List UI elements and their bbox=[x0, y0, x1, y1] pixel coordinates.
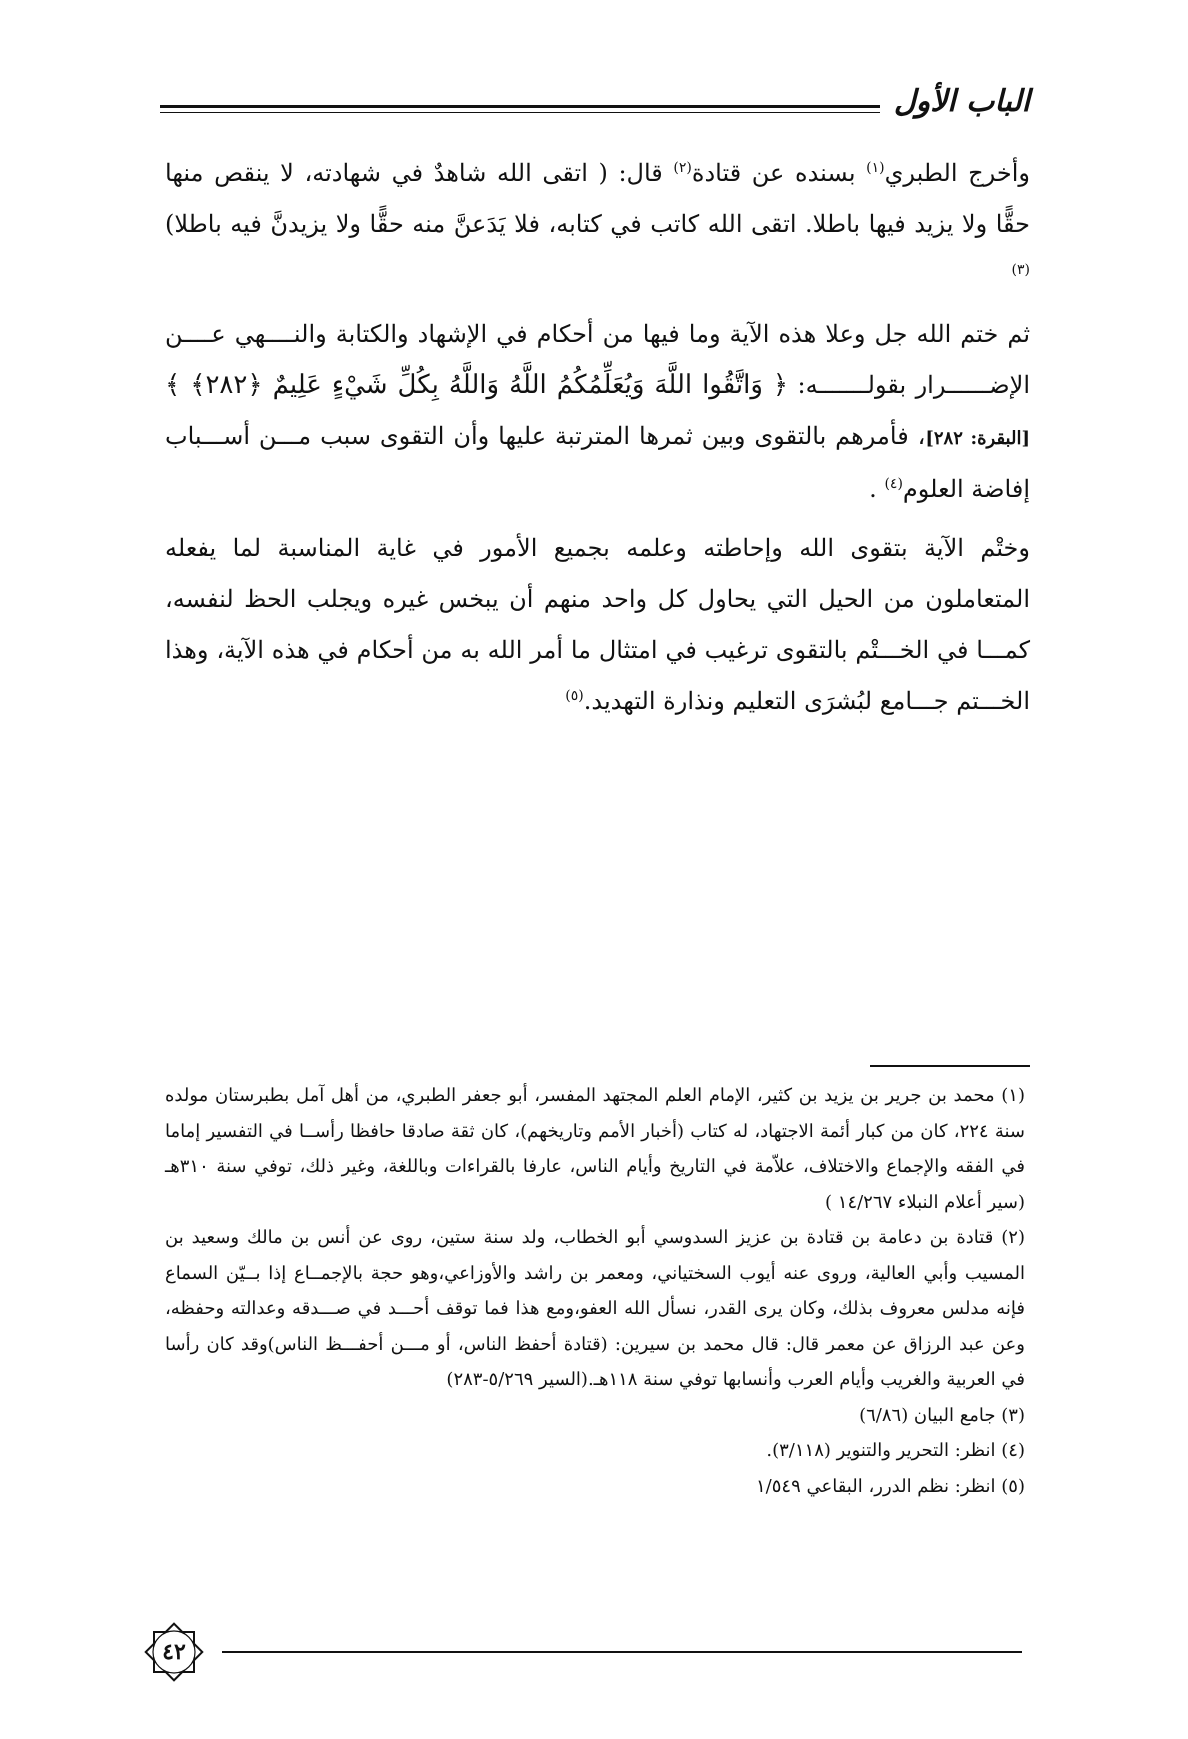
paragraph-text: وأخرج الطبري bbox=[884, 159, 1030, 187]
paragraph-2 bbox=[165, 309, 1030, 515]
chapter-title: الباب الأول bbox=[893, 84, 1030, 119]
footnote-ref-3: (٣) bbox=[1011, 262, 1030, 278]
paragraph-3 bbox=[165, 523, 1030, 727]
footnote-3: (٣) جامع البيان (٦/٨٦) bbox=[859, 1404, 1025, 1426]
footnotes bbox=[165, 1078, 1025, 1504]
footnote-ref-1: (١) bbox=[866, 160, 885, 176]
page-number: ٤٢ bbox=[162, 1639, 186, 1665]
footnote-2: (٢) قتادة بن دعامة بن قتادة بن عزيز السدوسي أبو الخطاب، ولد سنة ستين، روى عن أنس بن مالك وسعيد بن المسيب وأبي العالية، وروى عنه أيوب السختياني، ومعمر بن راشد والأوزاعي،وهو حجة بالإجمــاع إذا بــيّن السماع فإنه مدلس معروف بذلك، وكان يرى القدر، نسأل الله العفو،ومع هذا فما توقف أحـــد في صـــدقه وعدالته وحفظه، وعن عبد الرزاق عن معمر قال: قال محمد بن سيرين: (قتادة أحفظ الناس، أو مـــن أحفـــظ الناس)وقد كان رأسا في العربية والغريب وأيام العرب وأنسابها توفي سنة ١١٨هـ.(السير ٥/٢٦٩-٢٨٣) bbox=[165, 1227, 1025, 1390]
paragraph-text: وختْم الآية بتقوى الله وإحاطته وعلمه بجميع الأمور في غاية المناسبة لما يفعله المتعاملون من الحيل التي يحاول كل واحد منهم أن يبخس غيره ويجلب الحظ لنفسه، كمـــا في الخـــتْم بالتقوى ترغيب في امتثال ما أمر الله به من أحكام في هذه الآية، وهذا الخـــتم جـــامع لبُشرَى التعليم ونذارة التهديد. bbox=[165, 534, 1031, 715]
header-rule-thin bbox=[160, 112, 880, 113]
paragraph-1 bbox=[165, 148, 1030, 301]
header-rule-thick bbox=[160, 105, 880, 108]
footnote-4: (٤) انظر: التحرير والتنوير (٣/١١٨). bbox=[766, 1440, 1025, 1461]
footnote-ref-4: (٤) bbox=[884, 476, 903, 492]
sura-reference: [البقرة: ٢٨٢] bbox=[925, 428, 1030, 449]
paragraph-text: . bbox=[869, 475, 885, 503]
footnote-5: (٥) انظر: نظم الدرر، البقاعي ١/٥٤٩ bbox=[756, 1475, 1025, 1497]
paragraph-text: ثم ختم الله جل وعلا هذه الآية وما فيها من أحكام في الإشهاد والكتابة والنــــهي عــــن الإضــــــرار بقولـــــــه: bbox=[165, 320, 1030, 399]
paragraph-text: قال: ( اتقى الله شاهدٌ في شهادته، لا ينقص منها حقًّا ولا يزيد فيها باطلا. اتقى الله كاتب في كتابه، فلا يَدَعنَّ منه حقًّا ولا يزيدنَّ فيه باطلا) bbox=[165, 159, 1031, 238]
paragraph-text: ، فأمرهم بالتقوى وبين ثمرها المترتبة عليها وأن التقوى سبب مـــن أســـباب إفاضة العلوم bbox=[165, 422, 1030, 503]
footer-rule bbox=[222, 1651, 1022, 1653]
footnote-separator bbox=[870, 1065, 1030, 1067]
footnote-ref-5: (٥) bbox=[565, 688, 584, 704]
footnote-1: (١) محمد بن جرير بن يزيد بن كثير، الإمام العلم المجتهد المفسر، أبو جعفر الطبري، من أهل آمل بطبرستان مولده سنة ٢٢٤، كان من كبار أئمة الاجتهاد، له كتاب (أخبار الأمم وتاريخهم)، كان ثقة صادقا حافظا رأســا في التفسير إماما في الفقه والإجماع والاختلاف، علاّمة في التاريخ وأيام الناس، عارفا بالقراءات وباللغة، وغير ذلك، توفي سنة ٣١٠هـ (سير أعلام النبلاء ١٤/٢٦٧ ) bbox=[165, 1085, 1025, 1213]
paragraph-text: بسنده عن قتادة bbox=[691, 159, 867, 187]
page-header bbox=[160, 84, 1030, 128]
main-text bbox=[165, 148, 1030, 735]
footnote-ref-2: (٢) bbox=[673, 160, 692, 176]
quran-verse: ﴿ وَاتَّقُوا اللَّهَ وَيُعَلِّمُكُمُ اللَّهُ وَاللَّهُ بِكُلِّ شَيْءٍ عَلِيمٌ ﴿٢٨٢﴾ ﴾ bbox=[165, 370, 789, 400]
